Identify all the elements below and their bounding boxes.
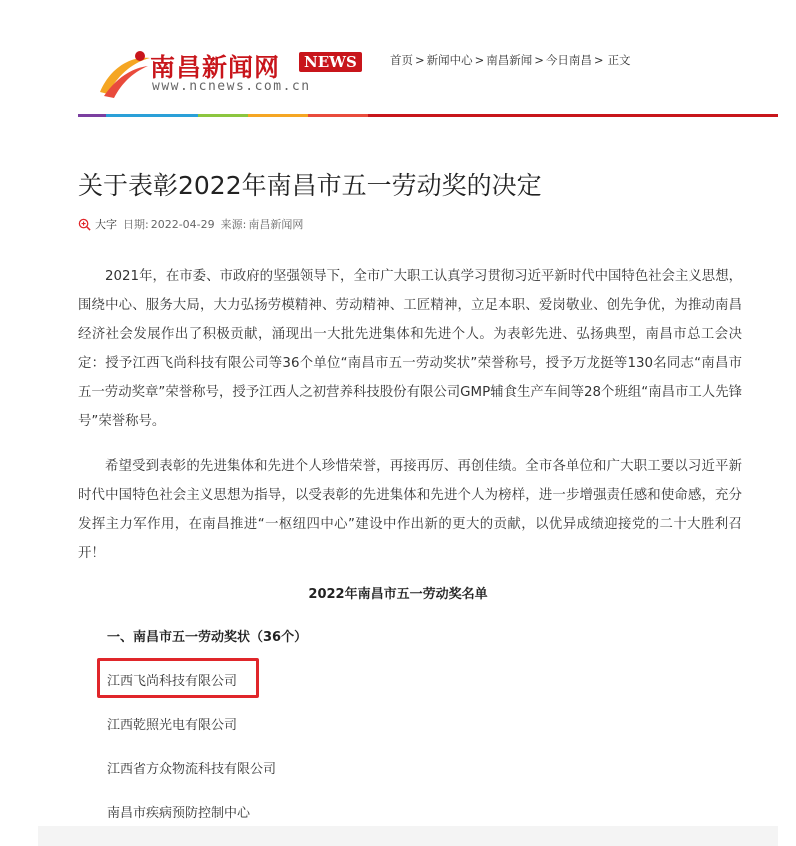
zoom-in-icon[interactable] [78, 218, 91, 231]
article-paragraph: 2021年，在市委、市政府的坚强领导下，全市广大职工认真学习贯彻习近平新时代中国特色社会主义思想，围绕中心、服务大局，大力弘扬劳模精神、劳动精神、工匠精神，立足本职、爱岗敬业、创先争优，为推动南昌经济社会发展作出了积极贡献，涌现出一大批先进集体和先进个人。为表彰先进、弘扬典型，南昌市总工会决定：授予江西飞尚科技有限公司等36个单位“南昌市五一劳动奖状”荣誉称号，授予万龙挺等130名同志“南昌市五一劳动奖章”荣誉称号，授予江西人之初营养科技股份有限公司GMP辅食生产车间等28个班组“南昌市工人先锋号”荣誉称号。 [78, 269, 742, 429]
rule-segment [198, 114, 248, 117]
site-logo[interactable] [96, 40, 366, 102]
award-list-item: 江西乾照光电有限公司 [107, 718, 238, 733]
article-paragraph: 希望受到表彰的先进集体和先进个人珍惜荣誉，再接再厉、再创佳绩。全市各单位和广大职工要以习近平新时代中国特色社会主义思想为指导，以受表彰的先进集体和先进个人为榜样，进一步增强责任感和使命感，充分发挥主力军作用，在南昌推进“一枢纽四中心”建设中作出新的更大的贡献，以优异成绩迎接党的二十大胜利召开！ [78, 459, 742, 561]
logo-swoosh-icon [96, 48, 152, 100]
breadcrumb-separator: > [474, 53, 485, 67]
logo-news-badge: NEWS [299, 52, 362, 72]
breadcrumb-separator: > [534, 53, 544, 67]
bottom-shade [38, 826, 778, 846]
article-title: 关于表彰2022年南昌市五一劳动奖的决定 [78, 171, 542, 200]
breadcrumb-home[interactable]: 首页 [390, 53, 413, 67]
article-meta [78, 216, 303, 232]
breadcrumb-today-nanchang[interactable]: 今日南昌 [545, 53, 592, 67]
logo-url: www.ncnews.com.cn [152, 79, 311, 94]
source-label: 来源: [220, 218, 247, 231]
header-color-rule [78, 114, 778, 117]
logo-chinese-name: 南昌新闻网 [150, 53, 281, 82]
rule-segment [368, 114, 778, 117]
award-list-title: 2022年南昌市五一劳动奖名单 [308, 587, 488, 602]
rule-segment [106, 114, 198, 117]
rule-segment [78, 114, 106, 117]
rule-segment [248, 114, 308, 117]
breadcrumb-nanchang-news[interactable]: 南昌新闻 [486, 53, 533, 67]
font-size-toggle[interactable]: 大字 [95, 218, 117, 231]
breadcrumb [390, 52, 633, 68]
breadcrumb-separator: > [415, 53, 425, 67]
award-section-heading: 一、南昌市五一劳动奖状（36个） [107, 630, 308, 645]
award-list-item: 江西省方众物流科技有限公司 [107, 762, 277, 777]
article-source: 南昌新闻网 [248, 218, 304, 231]
award-list-item: 江西飞尚科技有限公司 [107, 674, 238, 689]
breadcrumb-separator: > [593, 53, 604, 67]
breadcrumb-news-center[interactable]: 新闻中心 [426, 53, 473, 67]
rule-segment [308, 114, 368, 117]
highlight-annotation-box [97, 658, 259, 698]
publish-date: 2022-04-29 [150, 217, 215, 231]
date-label: 日期: [123, 218, 149, 231]
breadcrumb-current: 正文 [607, 53, 631, 67]
site-header [0, 0, 796, 117]
award-list-item: 南昌市疾病预防控制中心 [107, 806, 251, 821]
